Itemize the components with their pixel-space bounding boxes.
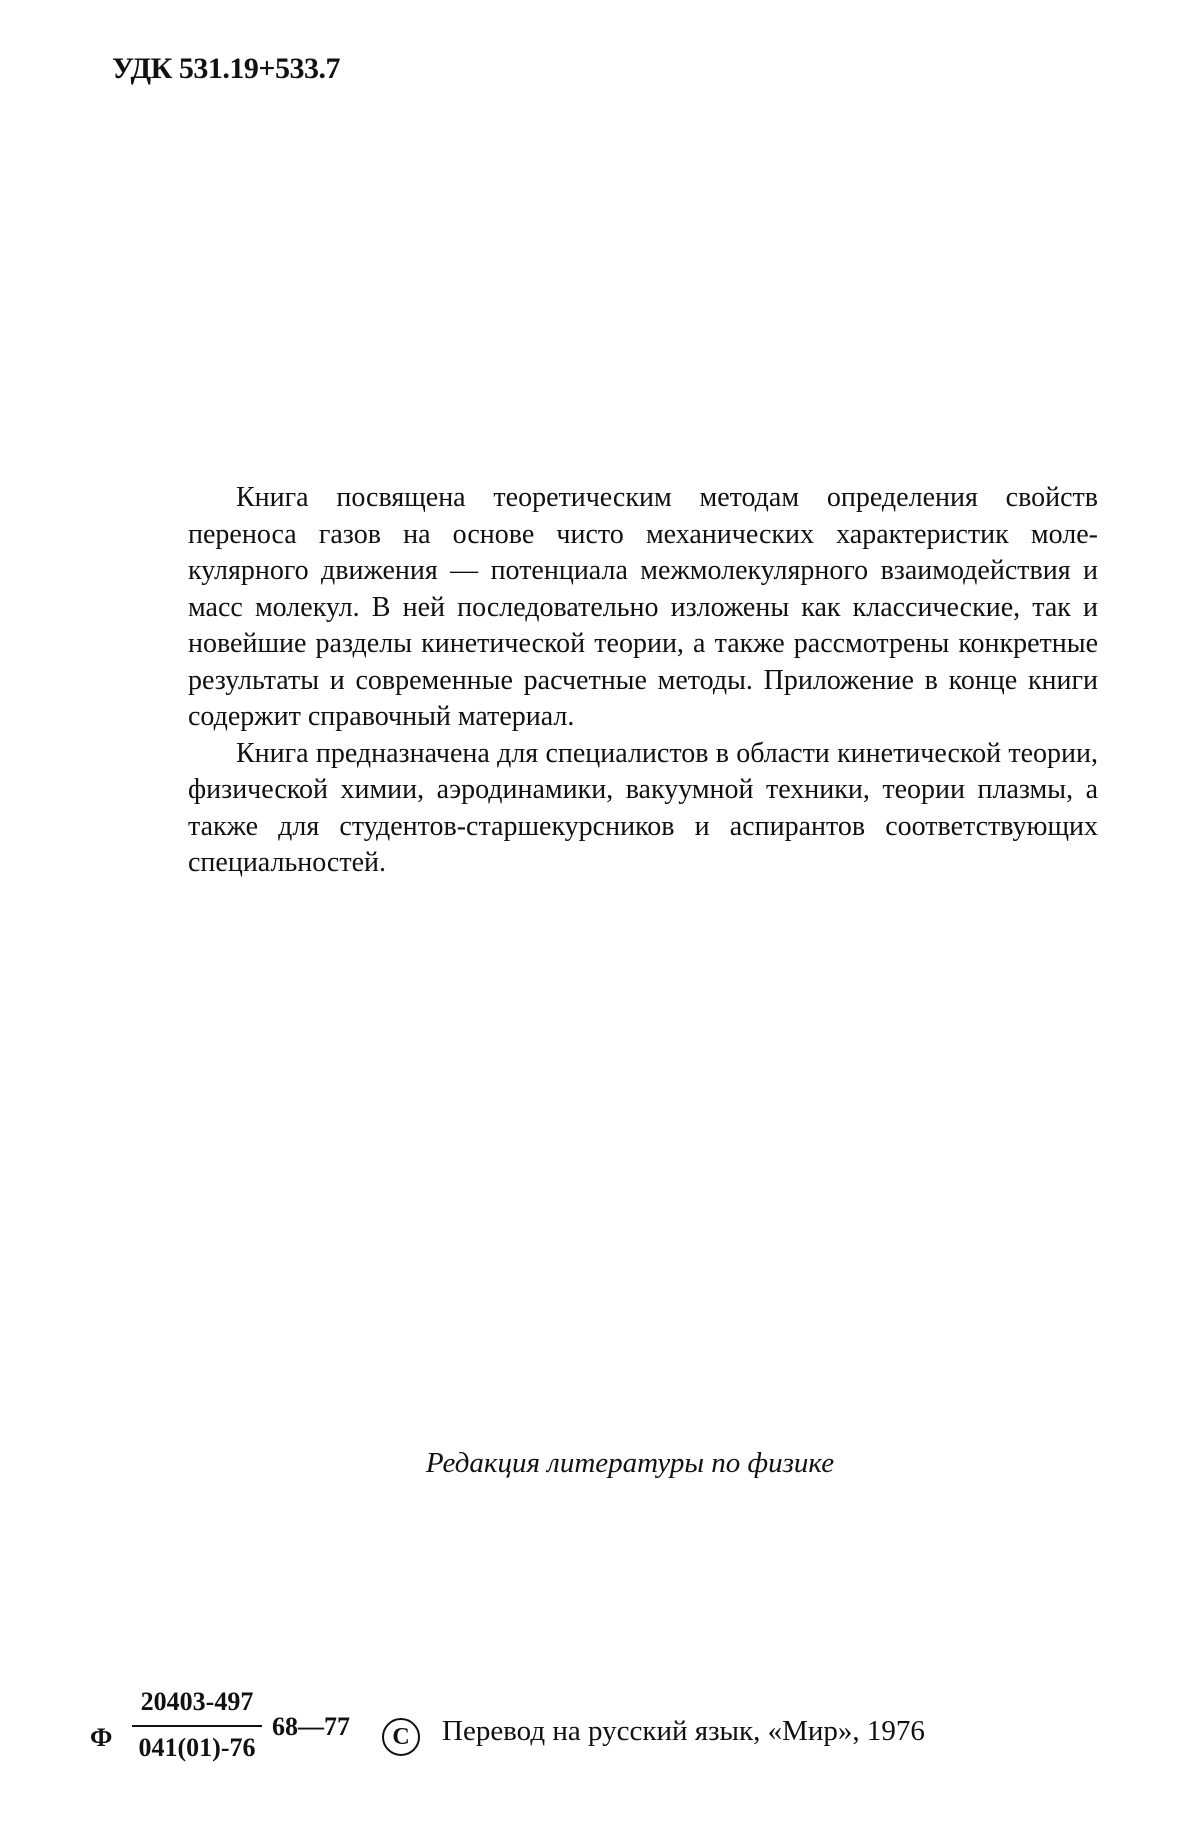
udk-classification: УДК 531.19+533.7 bbox=[112, 52, 340, 85]
annotation-paragraph-1: Книга посвящена теоретическим методам определения свойств переноса газов на основе чисто механических характеристик молекулярного движения — потенциала межмолекулярного взаимодействия и масс молекул. В ней последовательно изложены как классические, так и новейшие разделы кинетической теории, а также рассмотрены конкретные результаты и современные расчетные методы. Приложение в конце книги содержит справочный материал. bbox=[188, 482, 1098, 732]
copyright-text: Перевод на русский язык, «Мир», 1976 bbox=[442, 1715, 925, 1747]
fraction-bar bbox=[132, 1725, 262, 1727]
imprint-code: 68—77 bbox=[272, 1712, 350, 1741]
copyright-icon: C bbox=[382, 1718, 420, 1756]
imprint-letter: Ф bbox=[90, 1723, 113, 1752]
imprint-denominator: 041(01)-76 bbox=[138, 1733, 256, 1762]
imprint-numerator: 20403-497 bbox=[140, 1687, 254, 1716]
copyright-notice bbox=[382, 1715, 925, 1756]
imprint-block bbox=[90, 1685, 1150, 1795]
editorial-office: Редакция литературы по физике bbox=[425, 1447, 835, 1479]
annotation-paragraph-2: Книга предназначена для специалистов в области кинетической теории, физической химии, аэродинамики, вакуумной техники, теории плазмы, а также для студентов-старшекурсников и аспирантов соответствующих специальностей. bbox=[188, 737, 1098, 878]
imprint-fraction bbox=[122, 1685, 272, 1765]
book-annotation bbox=[188, 480, 1098, 882]
